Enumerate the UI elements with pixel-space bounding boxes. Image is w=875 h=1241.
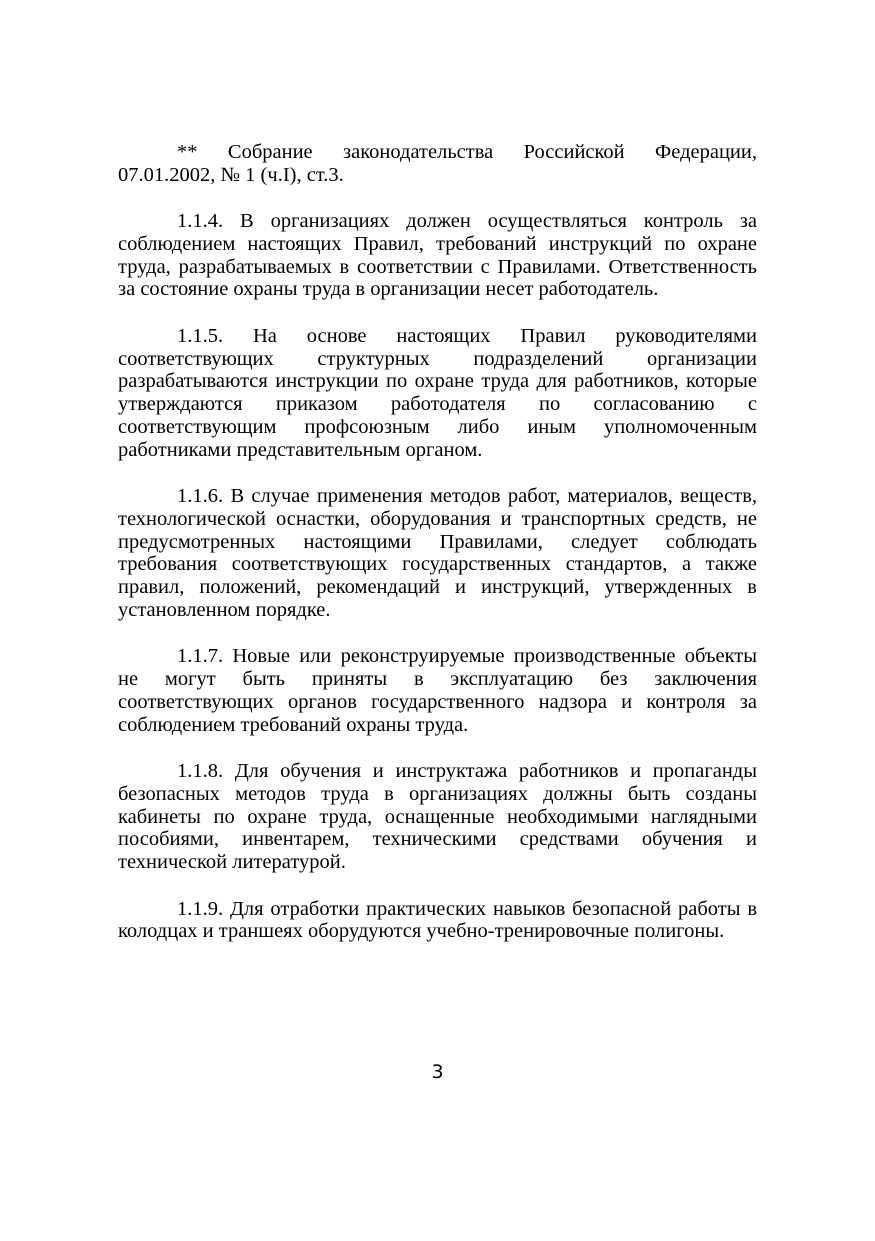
paragraph-text: В случае применения методов работ, материалов, веществ, технологической оснастки, оборудования и транспортных средств, не предусмотренных настоящими Правилами, следует соблюдать требования соответствующих государственных стандартов, а также правил, положений, рекомендаций и инструкций, утвержденных в установленном порядке. bbox=[118, 485, 758, 622]
paragraph-1-1-5 bbox=[118, 325, 757, 462]
paragraph-text: Новые или реконструируемые производственные объекты не могут быть приняты в эксплуатацию без заключения соответствующих органов государственного надзора и контроля за соблюдением требований охраны труда. bbox=[118, 645, 758, 736]
document-body bbox=[118, 141, 757, 943]
paragraph-1-1-9 bbox=[118, 898, 757, 944]
paragraph-text: Для обучения и инструктажа работников и пропаганды безопасных методов труда в организациях должны быть созданы кабинеты по охране труда, оснащенные необходимыми наглядными пособиями, инвентарем, техническими средствами обучения и технической литературой. bbox=[118, 760, 758, 874]
paragraph-1-1-6 bbox=[118, 485, 757, 622]
paragraph-number: 1.1.7. bbox=[177, 645, 224, 668]
paragraph-number: 1.1.6. bbox=[177, 485, 224, 508]
paragraph-1-1-4 bbox=[118, 210, 757, 301]
page-number: 3 bbox=[431, 1061, 444, 1083]
paragraph-number: 1.1.9. bbox=[177, 897, 224, 920]
paragraph-number: 1.1.5. bbox=[177, 324, 224, 347]
paragraph-text: В организациях должен осуществляться контроль за соблюдением настоящих Правил, требований инструкций по охране труда, разрабатываемых в соответствии с Правилами. Ответственность за состояние охраны труда в организации несет работодатель. bbox=[118, 210, 758, 301]
paragraph-number: 1.1.4. bbox=[177, 210, 224, 233]
footnote: ** Собрание законодательства Российской Федерации, 07.01.2002, № 1 (ч.I), ст.3. bbox=[118, 141, 757, 186]
paragraph-number: 1.1.8. bbox=[177, 760, 224, 783]
paragraph-text: На основе настоящих Правил руководителями соответствующих структурных подразделений организации разрабатываются инструкции по охране труда для работников, которые утверждаются приказом работодателя по согласованию с соответствующим профсоюзным либо иным уполномоченным работниками представительным органом. bbox=[118, 324, 757, 461]
paragraph-1-1-8 bbox=[118, 760, 757, 874]
paragraph-1-1-7 bbox=[118, 645, 757, 736]
paragraph-text: Для отработки практических навыков безопасной работы в колодцах и траншеях оборудуются учебно-тренировочные полигоны. bbox=[118, 897, 757, 943]
